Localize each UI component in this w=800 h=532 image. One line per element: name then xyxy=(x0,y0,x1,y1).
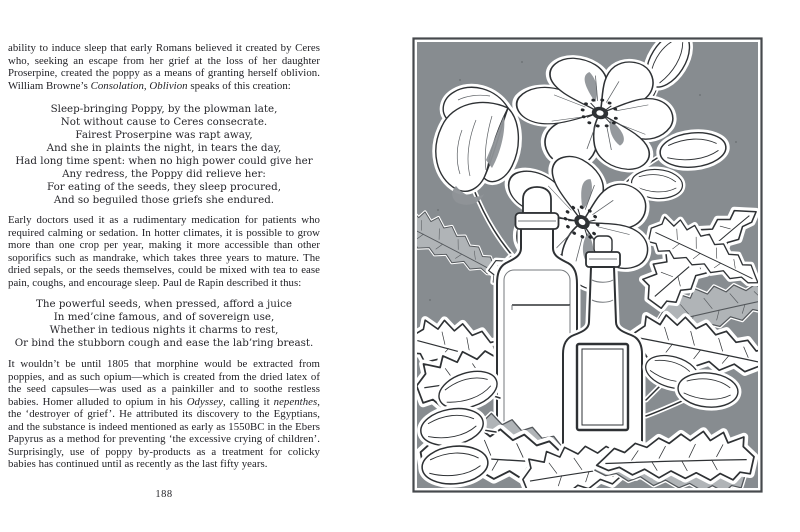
poem-line: In med’cine famous, and of sovereign use, xyxy=(53,311,275,323)
poem-line: For eating of the seeds, they sleep procured, xyxy=(46,181,282,193)
poem-line: And so beguiled those griefs she endured. xyxy=(53,194,275,206)
right-page xyxy=(400,0,800,532)
page-number: 188 xyxy=(155,489,173,500)
poem-line: Or bind the stubborn cough and ease the lab’ring breast. xyxy=(14,337,314,349)
text-column xyxy=(8,42,320,471)
poem-line: Sleep-bringing Poppy, by the plowman late, xyxy=(50,103,278,115)
body-paragraph-2: Early doctors used it as a rudimentary medication for patients who required calming or sedation. In hotter climates, it is possible to grow more than one crop per year, making it more accessible than other soporifics such as mandrake, which takes three years to mature. The dried sepals, or the seeds themselves, could be mixed with tea to ease pain, coughs, and encourage sleep. Paul de Rapin described it thus: xyxy=(8,214,320,289)
body-paragraph-1: ability to induce sleep that early Romans believed it created by Ceres who, seeking an escape from her grief at the loss of her daughter Proserpine, created the poppy as a means of granting herself oblivion. William Browne’s Consolation, Oblivion speaks of this creation: xyxy=(8,42,320,92)
poem-line: And she in plaints the night, in tears the day, xyxy=(46,142,282,154)
poem-line: Fairest Proserpine was rapt away, xyxy=(75,129,253,141)
poem-line: Any redress, the Poppy did relieve her: xyxy=(62,168,266,180)
body-paragraph-3: It wouldn’t be until 1805 that morphine would be extracted from poppies, and as such opium—which is created from the dried latex of the seed capsules—was used as a painkiller and to soothe restless babies. Homer alluded to opium in his Odyssey, calling it nepenthes, the ‘destroyer of grief’. He attributed its discovery to the Egyptians, and the substance is indeed mentioned as early as 1550BC in the Ebers Papyrus as a method for preventing ‘the excessive crying of children’. Surprisingly, use of poppy by-products as a treatment for colicky babies has continued until as recently as the last fifty years. xyxy=(8,358,321,470)
poem-quote-1 xyxy=(8,103,320,207)
poem-line: The powerful seeds, when pressed, afford a juice xyxy=(35,298,293,310)
poppy-bottles-illustration xyxy=(400,0,800,532)
poem-line: Whether in tedious nights it charms to rest, xyxy=(49,324,279,336)
poem-line: Not without cause to Ceres consecrate. xyxy=(60,116,268,128)
poem-quote-2 xyxy=(8,298,320,350)
poem-line: Had long time spent: when no high power could give her xyxy=(15,155,313,167)
